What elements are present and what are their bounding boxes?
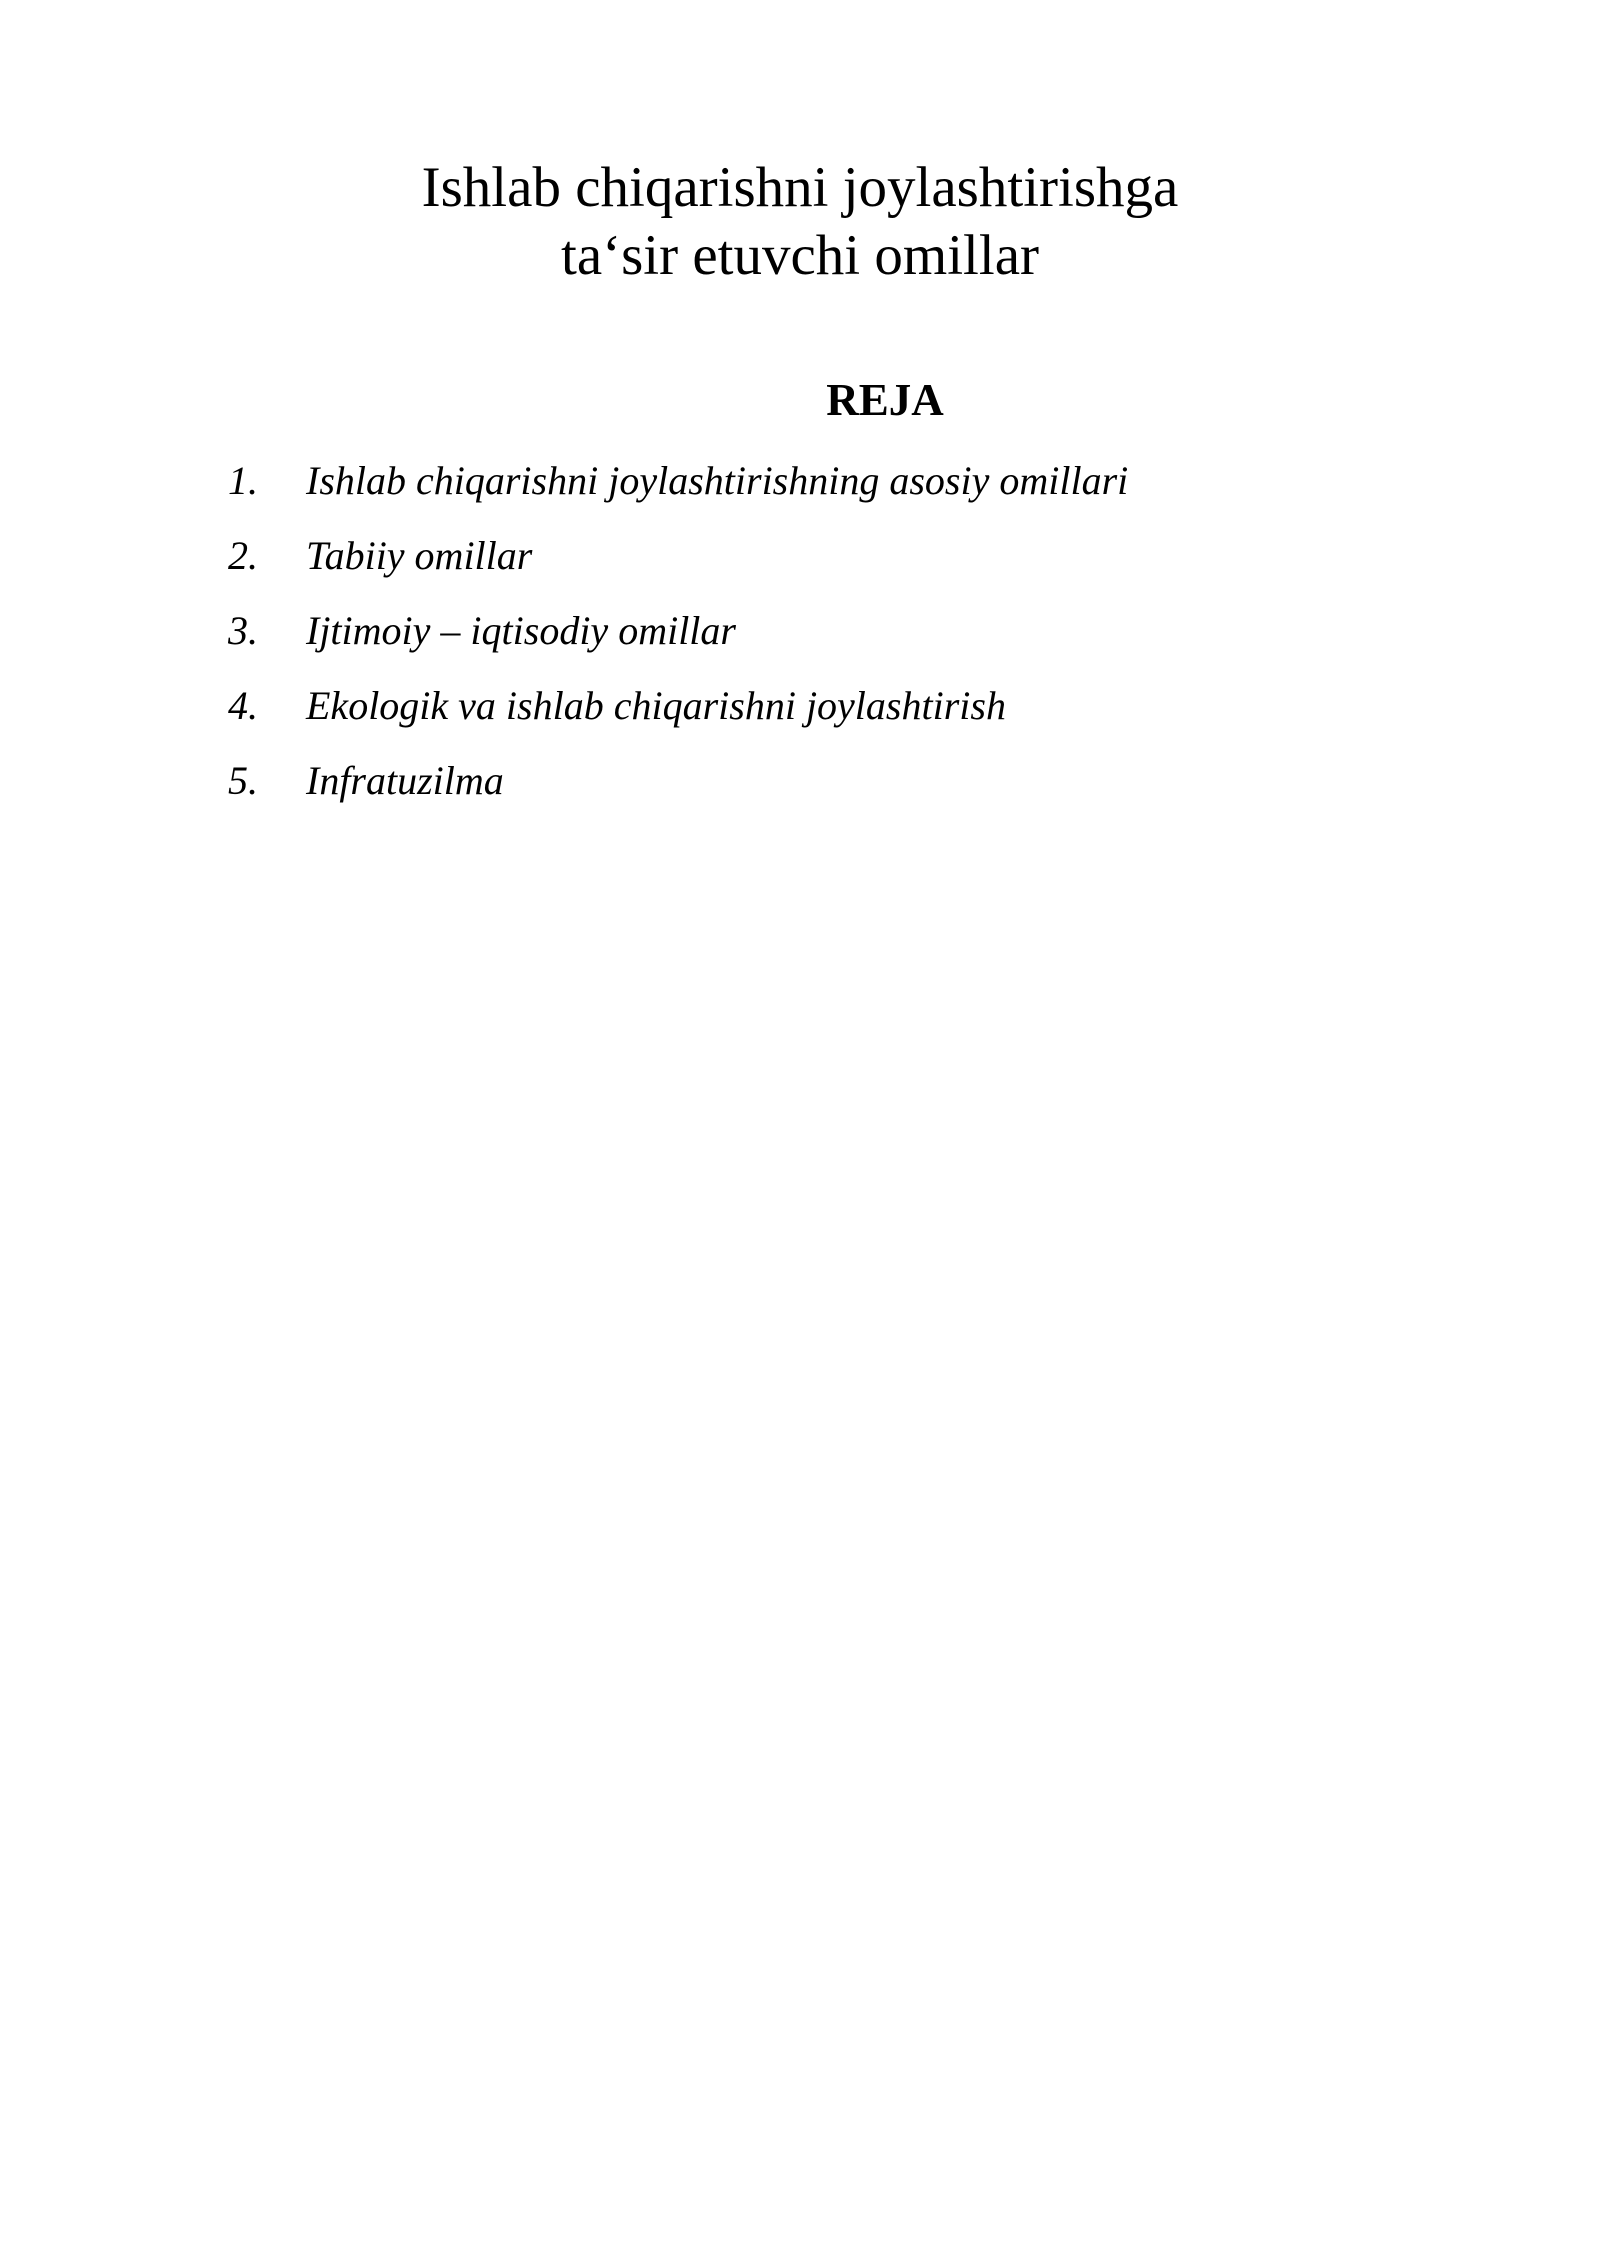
plan-item-5	[228, 753, 1128, 828]
plan-heading: REJA	[826, 375, 944, 425]
plan-item-number: 5.	[228, 758, 258, 803]
plan-item-3	[228, 603, 1128, 678]
plan-item-text: Tabiiy omillar	[306, 533, 533, 578]
title-line-1: Ishlab chiqarishni joylashtirishga	[421, 156, 1179, 219]
plan-item-text: Ekologik va ishlab chiqarishni joylashtirish	[306, 683, 1006, 728]
plan-item-text: Infratuzilma	[306, 758, 504, 803]
document-title	[0, 154, 1600, 290]
plan-item-text: Ijtimoiy – iqtisodiy omillar	[306, 608, 736, 653]
plan-item-number: 3.	[228, 608, 258, 653]
plan-item-text: Ishlab chiqarishni joylashtirishning asosiy omillari	[306, 458, 1129, 503]
plan-item-2	[228, 528, 1128, 603]
plan-item-number: 1.	[228, 458, 258, 503]
plan-list	[228, 453, 1128, 828]
title-line-2: ta‘sir etuvchi omillar	[560, 224, 1039, 287]
plan-item-4	[228, 678, 1128, 753]
plan-item-number: 4.	[228, 683, 258, 728]
plan-item-1	[228, 453, 1128, 528]
plan-item-number: 2.	[228, 533, 258, 578]
